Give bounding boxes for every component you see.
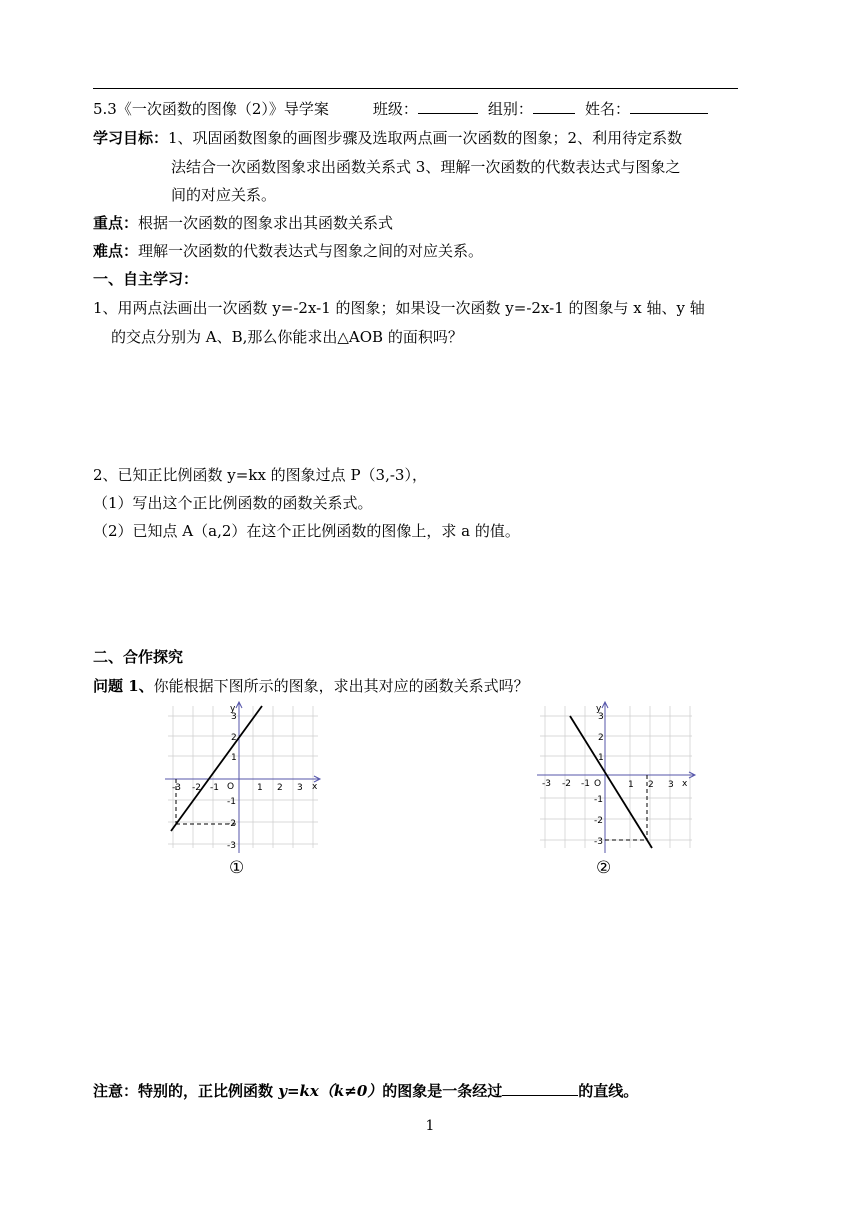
problem-1 [93,676,529,696]
note-formula: y=kx（k≠0） [278,1082,383,1100]
graph-2-y-tick: 2 [598,733,604,743]
graph-1-y-tick: 1 [231,753,237,763]
graph-1-x-tick: -3 [172,783,181,793]
q1-line-2: 的交点分别为 A、B,那么你能求出△AOB 的面积吗？ [111,328,463,346]
key-point-text: 根据一次函数的图象求出其函数关系式 [138,214,394,232]
difficulty-text: 理解一次函数的代数表达式与图象之间的对应关系。 [138,242,484,260]
graph-2-grid [540,706,692,848]
graph-2-origin: O [594,779,602,789]
graph-1-y-tick: -3 [227,841,236,851]
graph-1-grid [168,706,318,848]
graph-1-x-tick: -1 [210,783,219,793]
note-suffix: 的直线。 [578,1082,639,1100]
graph-1-x-tick: 2 [277,783,283,793]
graph-1-axes [165,702,320,853]
note-line [93,1081,638,1101]
section1-heading: 一、自主学习： [93,270,199,288]
problem-label: 问题 1、 [93,677,154,695]
graph-2-y-label: y [596,704,602,714]
graph-1-y-tick: -1 [227,797,236,807]
graph-2-x-tick: 3 [668,780,674,790]
graph-2 [532,698,702,858]
graph-1-line [171,706,262,831]
q2-sub-2: （2）已知点 A（a,2）在这个正比例函数的图像上，求 a 的值。 [93,522,520,540]
name-label: 姓名： [584,100,630,118]
graph-1-y-label: y [230,704,236,714]
difficulty [93,241,483,261]
name-blank [630,99,708,114]
graph-1-caption: ① [229,858,245,878]
q2-sub-1: （1）写出这个正比例函数的函数关系式。 [93,494,373,512]
graph-1-y-tick: 3 [231,712,237,722]
graph-2-x-tick: -1 [581,779,590,789]
graph-2-caption: ② [596,858,612,878]
class-label: 班级： [372,100,418,118]
graph-2-x-tick: -2 [562,779,571,789]
note-mid: 的图象是一条经过 [382,1082,503,1100]
page-number: 1 [425,1118,435,1134]
graph-2-x-tick: -3 [542,779,551,789]
key-point-label: 重点： [93,214,139,232]
goals-text-3: 间的对应关系。 [171,186,277,204]
graph-1-x-tick: -2 [192,783,201,793]
graph-2-axes [537,702,695,853]
graph-1-x-tick: 3 [297,783,303,793]
problem-text: 你能根据下图所示的图象，求出其对应的函数关系式吗？ [153,677,529,695]
graph-1-x-label: x [312,782,318,792]
q1-line-1: 1、用两点法画出一次函数 y=-2x-1 的图象；如果设一次函数 y=-2x-1 的图象与 x 轴、y 轴 [93,299,705,317]
graph-2-y-tick: -1 [594,795,603,805]
note-prefix: 注意：特别的，正比例函数 [93,1082,279,1100]
goals-text-2: 法结合一次函数图象求出函数关系式 3、理解一次函数的代数表达式与图象之 [171,158,681,176]
graph-2-x-label: x [682,779,688,789]
graph-1-x-tick: 1 [257,783,263,793]
section2-heading: 二、合作探究 [93,648,184,666]
class-blank [418,99,478,114]
graph-2-y-tick: -3 [594,837,603,847]
goals-text-1: 1、巩固函数图象的画图步骤及选取两点画一次函数的图象；2、利用待定系数 [168,129,683,147]
graph-2-y-tick: -2 [594,816,603,826]
header-rule [93,88,738,89]
header-line [93,99,708,119]
key-point [93,213,393,233]
graph-1-y-tick: 2 [231,733,237,743]
graph-1 [160,698,330,858]
graph-2-y-tick: 3 [598,712,604,722]
graph-1-origin: O [227,782,235,792]
graph-2-x-tick: 1 [628,780,634,790]
q2-line-1: 2、已知正比例函数 y=kx 的图象过点 P（3,-3）， [93,466,427,484]
goals-label: 学习目标： [93,129,169,147]
note-blank [502,1081,578,1096]
doc-title: 5.3《一次函数的图像（2）》导学案 [93,100,329,118]
group-label: 组别： [487,100,533,118]
group-blank [533,99,575,114]
goals-line-1 [93,128,682,148]
graph-2-x-tick: 2 [648,780,654,790]
difficulty-label: 难点： [93,242,139,260]
graph-1-labels [172,704,318,851]
graph-1-y-tick: -2 [227,819,236,829]
graph-2-y-tick: 1 [598,753,604,763]
